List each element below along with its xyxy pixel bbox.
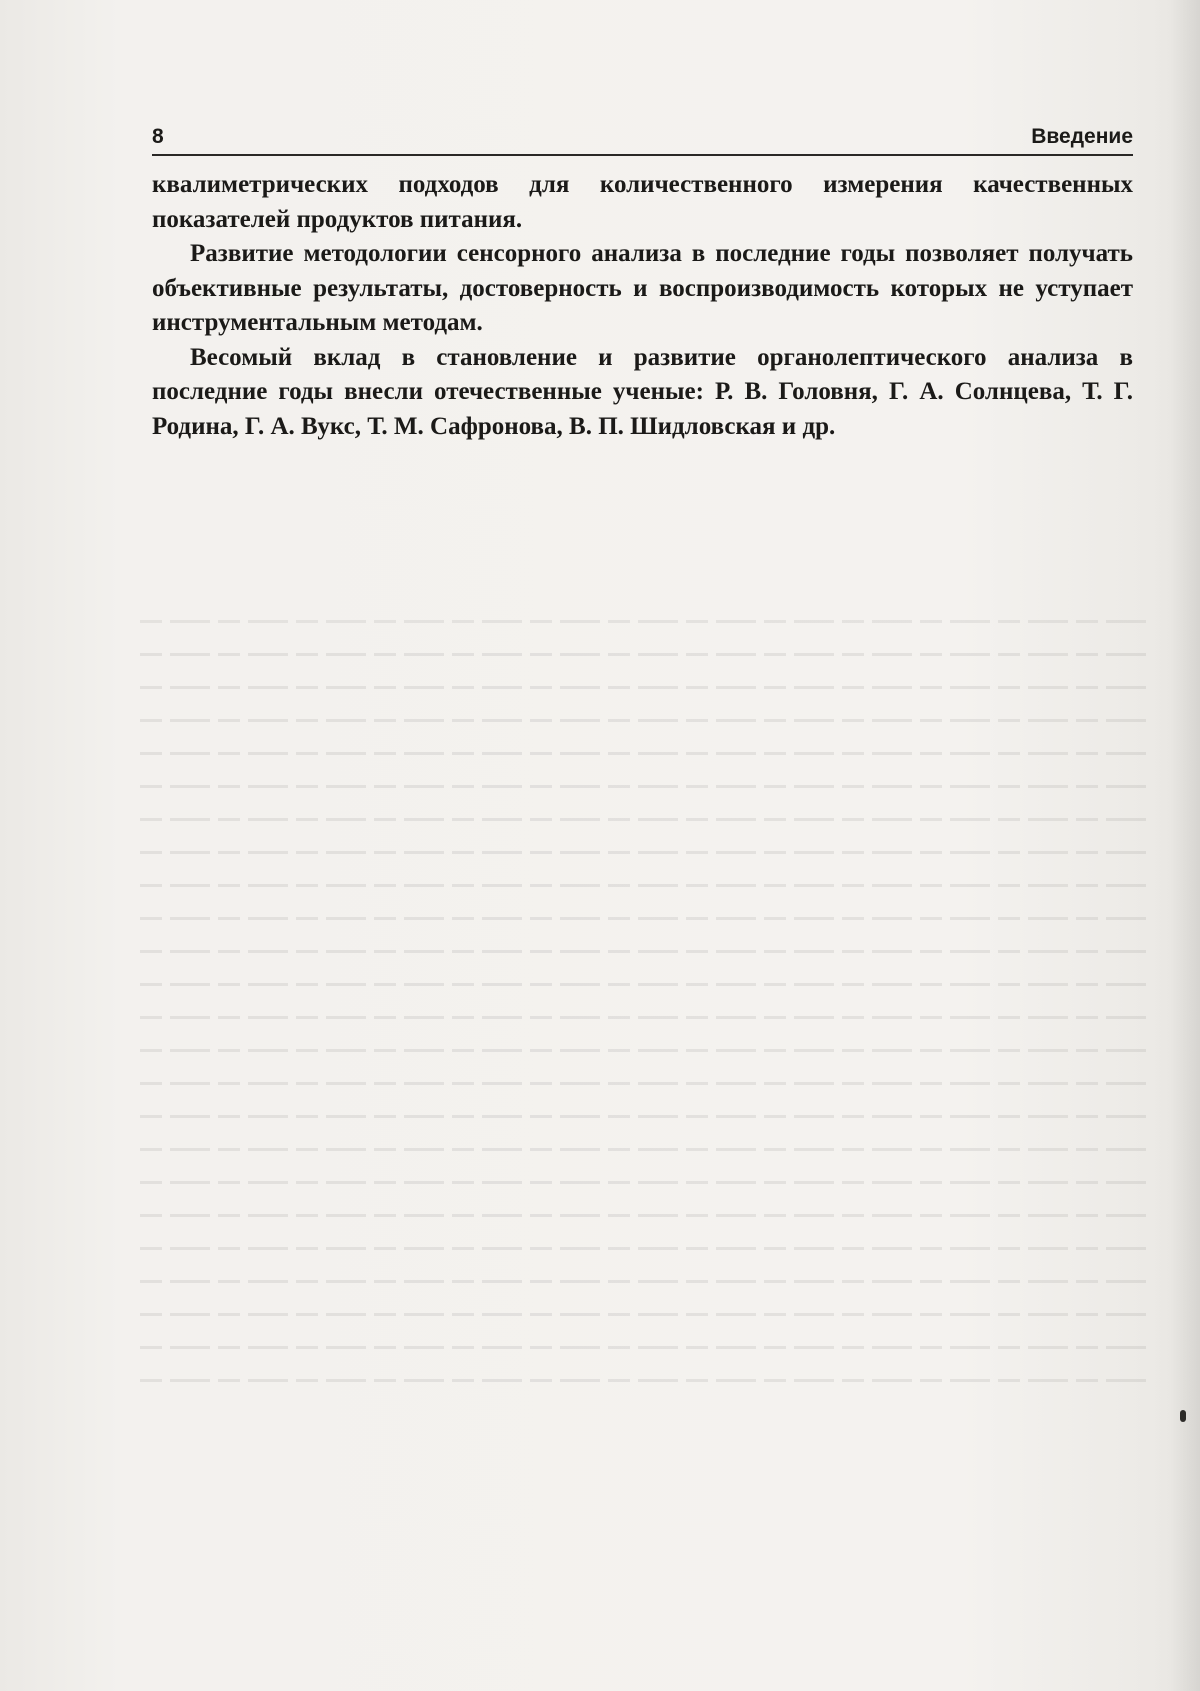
page-header [152, 124, 1133, 156]
paragraph-contributors: Весомый вклад в становление и развитие органолептического анализа в последние годы внесли отечественные ученые: Р. В. Головня, Г. А. Солнцева, Т. Г. Родина, Г. А. Вукс, Т. М. Сафронова, В. П. Шидловская и др. [152, 343, 1133, 440]
scan-speck [1180, 1410, 1186, 1422]
page-edge-shadow [1170, 0, 1200, 1691]
paragraph-sensory-analysis: Развитие методологии сенсорного анализа в последние годы позволяет получать объективные результаты, достоверность и воспроизводимость которых не уступает инструментальным методам. [152, 240, 1133, 336]
page-number: 8 [152, 125, 164, 148]
body-text [152, 168, 1133, 444]
paragraph-continuation: квалиметрических подходов для количественного измерения качественных показателей продуктов питания. [152, 171, 1133, 233]
show-through-text [140, 620, 1150, 1620]
running-head: Введение [1031, 125, 1133, 148]
